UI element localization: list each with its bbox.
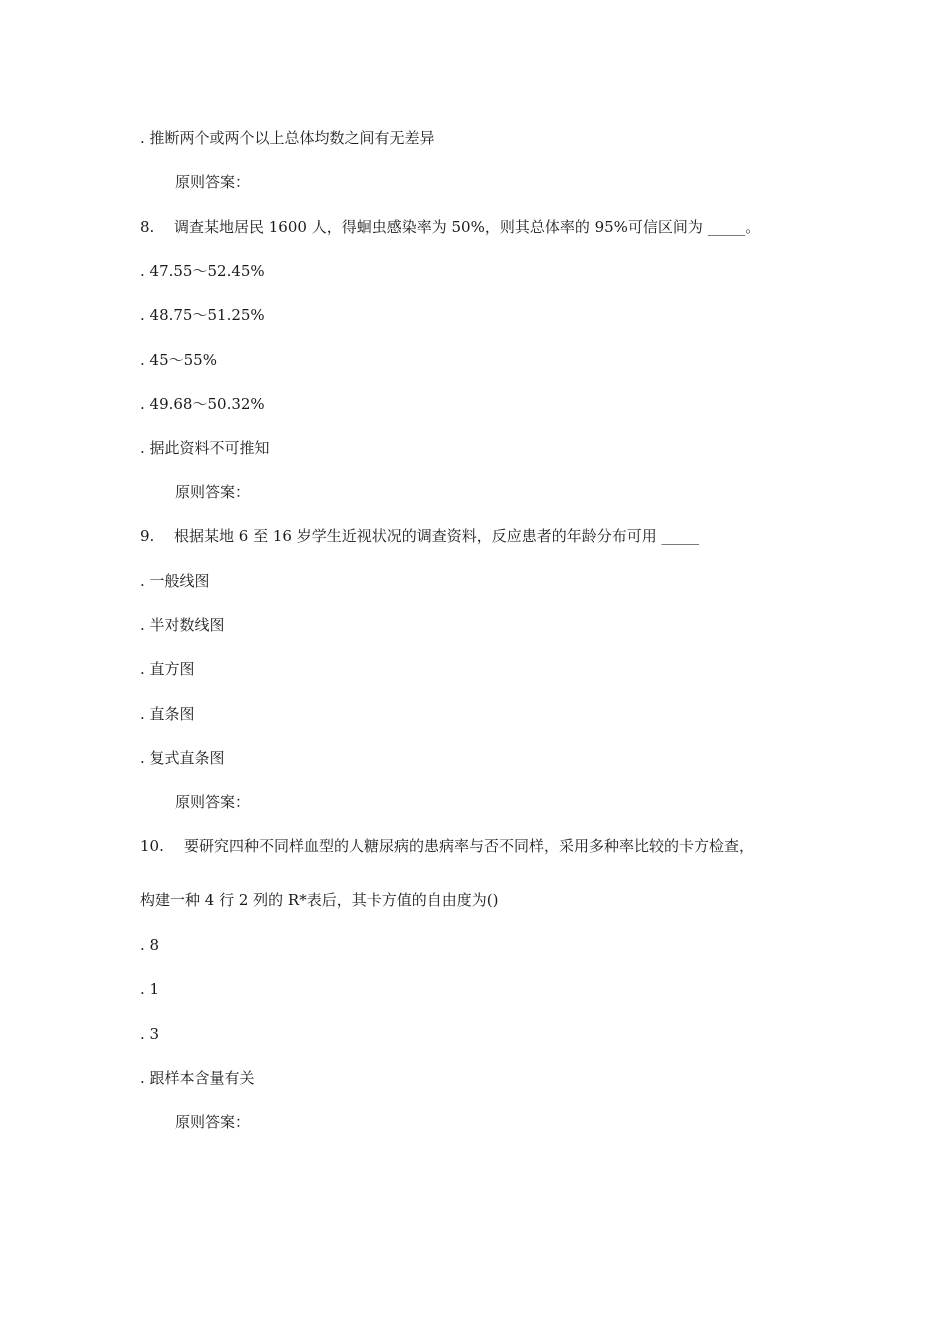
question-text: 根据某地 6 至 16 岁学生近视状况的调查资料，反应患者的年龄分布可用 _____ [174,527,699,545]
option-d: . 直条图 [140,705,195,723]
option-a: . 一般线图 [140,572,210,590]
answer-label: 原则答案： [175,1113,251,1131]
question-number: 8. [140,218,155,236]
option-e: . 据此资料不可推知 [140,439,270,457]
question-text-continued: 构建一种 4 行 2 列的 R*表后，其卡方值的自由度为() [140,891,499,909]
option-b: . 48.75～51.25% [140,306,265,324]
option-text: . 推断两个或两个以上总体均数之间有无差异 [140,129,435,147]
question-text: 调查某地居民 1600 人，得蛔虫感染率为 50%，则其总体率的 95%可信区间为 _____。 [174,218,761,236]
option-d: . 49.68～50.32% [140,395,265,413]
option-e: . 复式直条图 [140,749,225,767]
answer-label: 原则答案： [175,793,251,811]
question-8 [140,217,760,237]
option-b: . 1 [140,980,160,998]
option-a: . 47.55～52.45% [140,262,265,280]
option-c: . 3 [140,1025,160,1043]
option-a: . 8 [140,936,160,954]
question-number: 9. [140,527,155,545]
question-text: 要研究四种不同样血型的人糖尿病的患病率与否不同样，采用多种率比较的卡方检查， [184,837,755,855]
option-b: . 半对数线图 [140,616,225,634]
option-c: . 45～55% [140,351,217,369]
question-10 [140,836,754,856]
question-9 [140,526,699,546]
option-d: . 跟样本含量有关 [140,1069,255,1087]
answer-label: 原则答案： [175,483,251,501]
question-number: 10. [140,837,164,855]
option-c: . 直方图 [140,660,195,678]
answer-label: 原则答案： [175,173,251,191]
